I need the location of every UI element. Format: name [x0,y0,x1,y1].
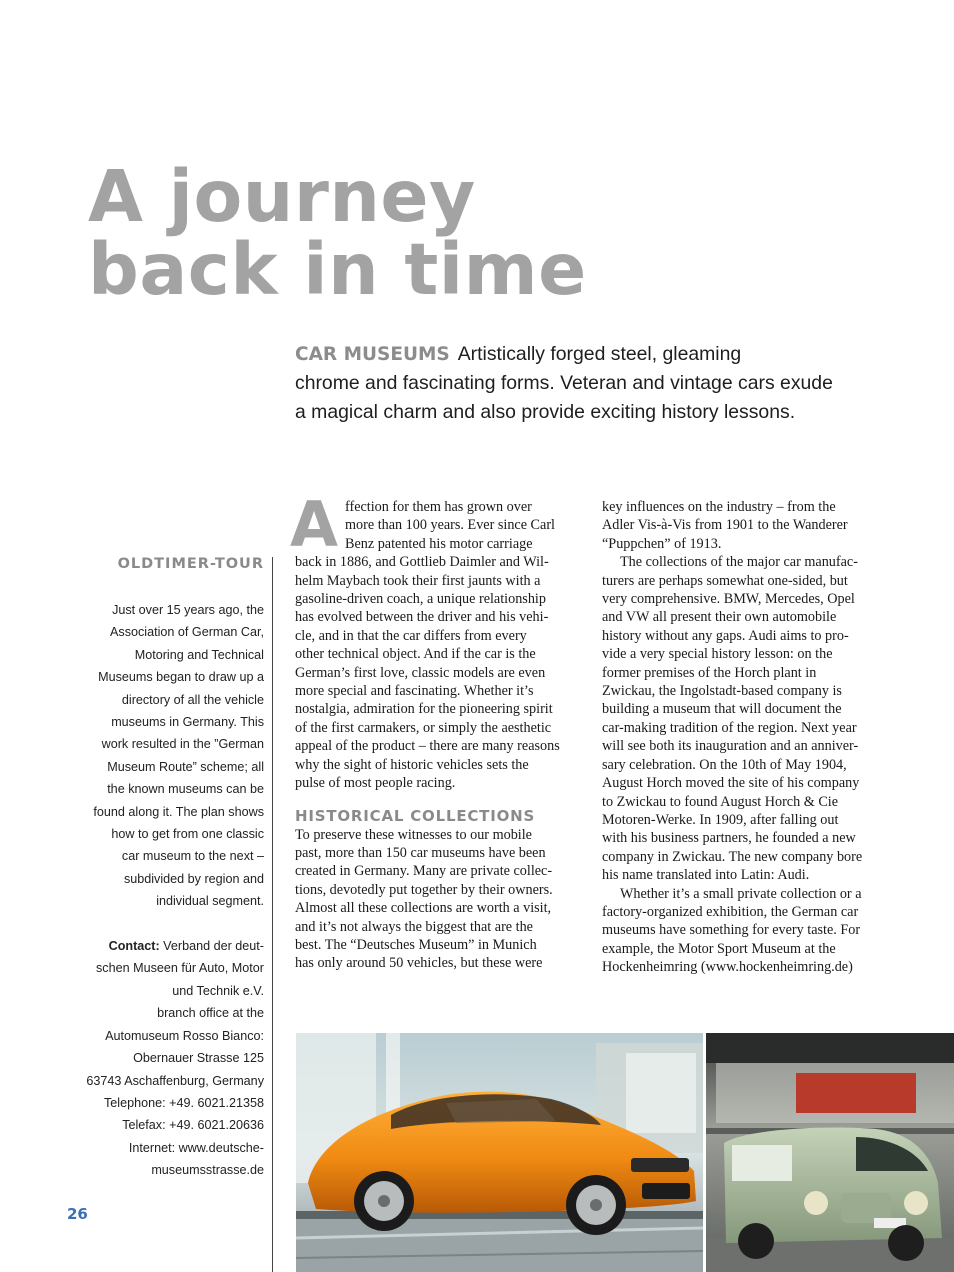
lead-line [295,340,855,369]
body-line: and it’s not always the biggest that are the [295,918,533,935]
body-line: and VW all present their own automobile [602,609,837,626]
body-line: German’s first love, classic models are even [295,664,546,681]
body-line: other technical object. And if the car is the [295,646,536,663]
body-line: back in 1886, and Gottlieb Daimler and Wil- [295,554,549,571]
drop-cap: A [290,488,338,561]
sidebar-line: found along it. The plan shows [93,804,264,819]
title-line-2: back in time [88,228,587,311]
body-line: tions, devotedly put together by their owners. [295,881,553,898]
contact-first-line [86,935,264,957]
photo-green-vintage-van [706,1033,954,1272]
body-line: Whether it’s a small private collection or a [620,885,862,902]
body-line: Benz patented his motor carriage [345,535,533,552]
sidebar-line: how to get from one classic [111,827,264,842]
page-number: 26 [67,1205,88,1223]
lead-line: chrome and fascinating forms. Veteran and vintage cars exude [295,372,833,394]
contact-line: branch office at the [157,1006,264,1021]
body-line: August Horch moved the site of his company [602,775,860,792]
body-line: key influences on the industry – from the [602,499,836,515]
body-line: more special and fascinating. Whether it’s [295,683,534,700]
lead-paragraph [295,340,855,427]
body-line: ffection for them has grown over [345,499,532,515]
body-line: more than 100 years. Ever since Carl [345,517,555,534]
sidebar-line: Association of German Car, [110,625,264,640]
article-column-2 [602,498,892,977]
body-line: Motoren-Werke. In 1909, after falling out [602,811,839,828]
body-line: nostalgia, admiration for the pioneering spirit [295,701,553,718]
article-column-1 [295,498,585,973]
sidebar-line: subdivided by region and [123,871,264,886]
sidebar-divider [272,557,273,1272]
body-line: sary celebration. On the 10th of May 1904, [602,756,847,773]
sidebar-line: individual segment. [156,894,264,909]
body-line: cle, and in that the car differs from every [295,627,527,644]
body-line: helm Maybach took their first jaunts with a [295,572,541,589]
body-line: former premises of the Horch plant in [602,664,817,681]
contact-line: 63743 Aschaffenburg, Germany [86,1073,264,1088]
body-line: best. The “Deutsches Museum” in Munich [295,936,537,953]
sidebar-box [86,553,264,1182]
body-line: very comprehensive. BMW, Mercedes, Opel [602,591,855,608]
sidebar-heading: OLDTIMER-TOUR [117,556,264,572]
body-line: gasoline-driven coach, a unique relationship [295,591,546,608]
body-line: factory-organized exhibition, the German car [602,903,859,920]
sidebar-line: museums in Germany. This [111,715,264,730]
body-line: has only around 50 vehicles, but these were [295,955,543,972]
contact-line: schen Museen für Auto, Motor [95,961,264,976]
body-line: To preserve these witnesses to our mobile [295,826,532,843]
title-line-1: A journey [88,155,476,238]
body-line: Almost all these collections are worth a visit, [295,900,552,917]
body-line: company in Zwickau. The new company bore [602,848,863,865]
sidebar-body [86,599,264,913]
body-line: turers are perhaps somewhat one-sided, but [602,572,848,589]
body-line: past, more than 150 car museums have been [295,844,546,861]
body-line: The collections of the major car manufac- [620,554,858,571]
body-line: his name translated into Latin: Audi. [602,867,810,884]
contact-line: Telefax: +49. 6021.20636 [122,1118,264,1133]
body-line: created in Germany. Many are private collec- [295,863,553,880]
body-line: appeal of the product – there are many reasons [295,738,560,755]
contact-line: und Technik e.V. [172,983,264,998]
lead-line: a magical charm and also provide exciting history lessons. [295,401,796,423]
lead-text: Artistically forged steel, gleaming [457,343,742,365]
body-line: building a museum that will document the [602,701,842,718]
contact-website-line: Internet: www.deutsche- [128,1140,264,1155]
contact-text: Verband der deut- [163,939,264,954]
orange-sports-car-image [296,1033,703,1272]
body-line: vide a very special history lesson: on the [602,646,833,663]
body-line: will see both its inauguration and an anniver- [602,738,859,755]
contact-line: Automuseum Rosso Bianco: [105,1028,264,1043]
sidebar-line: car museum to the next – [121,849,264,864]
page-title [88,155,587,311]
lead-kicker: CAR MUSEUMS [295,344,450,365]
sidebar-line: directory of all the vehicle [121,692,264,707]
sidebar-line: Just over 15 years ago, the [112,603,264,617]
body-line: “Puppchen” of 1913. [602,535,722,552]
sidebar-line: Museums began to draw up a [98,670,264,685]
photo-orange-sports-car [296,1033,703,1272]
body-line: history without any gaps. Audi aims to pro- [602,627,849,644]
contact-line: Obernauer Strasse 125 [133,1051,264,1066]
body-line: Hockenheimring (www.hockenheimring.de) [602,959,853,976]
body-line: why the sight of historic vehicles sets the [295,756,529,773]
body-line: Adler Vis-à-Vis from 1901 to the Wanderer [602,517,848,534]
sidebar-spacer [86,913,264,935]
contact-label: Contact: [108,939,160,954]
sidebar-line: the known museums can be [107,782,264,797]
contact-line: Telephone: +49. 6021.21358 [103,1095,264,1110]
body-line: museums have something for every taste. For [602,922,861,939]
body-line: of the first carmakers, or simply the aesthetic [295,719,552,736]
body-line: pulse of most people racing. [295,775,456,792]
sidebar-line: Museum Route” scheme; all [107,759,264,774]
contact-website-line: museumsstrasse.de [151,1163,264,1178]
body-line: Zwickau, the Ingolstadt-based company is [602,683,842,700]
sidebar-line: work resulted in the ”German [101,737,264,752]
body-line: with his business partners, he founded a new [602,830,856,847]
green-vintage-van-image [706,1033,954,1272]
body-line: example, the Motor Sport Museum at the [602,940,836,957]
section-heading: HISTORICAL COLLECTIONS [295,806,536,825]
body-line: to Zwickau to found August Horch & Cie [602,793,839,810]
sidebar-contact [86,935,264,1181]
body-line: has evolved between the driver and his vehi- [295,609,549,626]
body-line: car-making tradition of the region. Next year [602,719,857,736]
sidebar-line: Motoring and Technical [134,647,264,662]
